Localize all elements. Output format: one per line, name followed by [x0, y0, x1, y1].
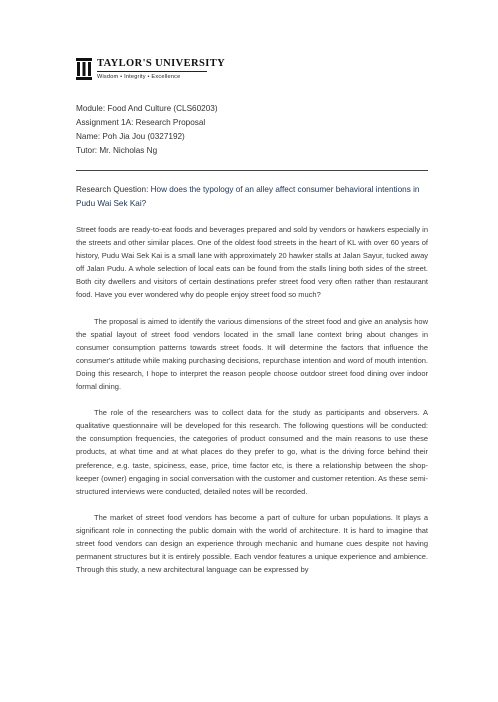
paragraph: The role of the researchers was to collect data for the study as participants and observers. A qualitative questionnaire will be developed for this research. The following questions will be conducted: the consumption frequencies, the categories of product consumed and the main reasons to use these products, at what time and at what places do they prefer to go, what is the driving force behind their preference, e.g. taste, spiciness, ease, price, time factor etc, is there a relationship between the shop-keeper (owner) engaging in social conversation with the customer and customer retention. As these semi-structured interviews were conducted, detailed notes will be recorded.: [76, 408, 428, 496]
university-tagline: Wisdom • Integrity • Excellence: [97, 74, 181, 80]
document-meta: [76, 102, 218, 158]
header-divider: [76, 170, 428, 171]
paragraph: Street foods are ready-to-eat foods and beverages prepared and sold by vendors or hawkers especially in the streets and other similar places. One of the oldest food streets in the heart of KL with over 60 years of history, Pudu Wai Sek Kai is a small lane with approximately 20 hawker stalls at Jalan Sayur, tucked away off Jalan Pudu. A whole selection of local eats can be found from the stalls lining both sides of the street. Both city dwellers and visitors of certain destinations prefer street food very often rather than restaurant food. Have you ever wondered why do people enjoy street food so much?: [76, 225, 428, 300]
logo-rule: [97, 71, 207, 72]
module-line: Module: Food And Culture (CLS60203): [76, 104, 218, 113]
assignment-line: Assignment 1A: Research Proposal: [76, 118, 206, 127]
research-question: [76, 183, 428, 212]
research-question-text: How does the typology of an alley affect consumer behavioral intentions in Pudu Wai Sek Kai?: [76, 185, 420, 209]
proposal-body: [76, 223, 428, 589]
university-logo: [76, 58, 225, 81]
paragraph: The market of street food vendors has become a part of culture for urban populations. It plays a significant role in connecting the public domain with the world of architecture. It is hard to imagine that street food vendors can design an experience through mechanic and humane cues despite not having permanent structures but it is entirely possible. Each vendor features a unique experience and ambience. Through this study, a new architectural language can be expressed by: [76, 512, 428, 575]
research-question-label: Research Question:: [76, 185, 151, 194]
paragraph: The proposal is aimed to identify the various dimensions of the street food and give an analysis how the spatial layout of street food vendors located in the small lane context bring about changes in consumer consumption patterns towards street foods. It will determine the factors that influence the consumer's attitude while making purchasing decisions, repurchase intention and word of mouth intention. Doing this research, I hope to interpret the reason people choose outdoor street food dining over indoor formal dining.: [76, 316, 428, 392]
university-name: TAYLOR'S UNIVERSITY: [97, 58, 226, 69]
name-line: Name: Poh Jia Jou (0327192): [76, 132, 185, 141]
pillars-icon: [76, 58, 92, 80]
tutor-line: Tutor: Mr. Nicholas Ng: [76, 146, 158, 155]
